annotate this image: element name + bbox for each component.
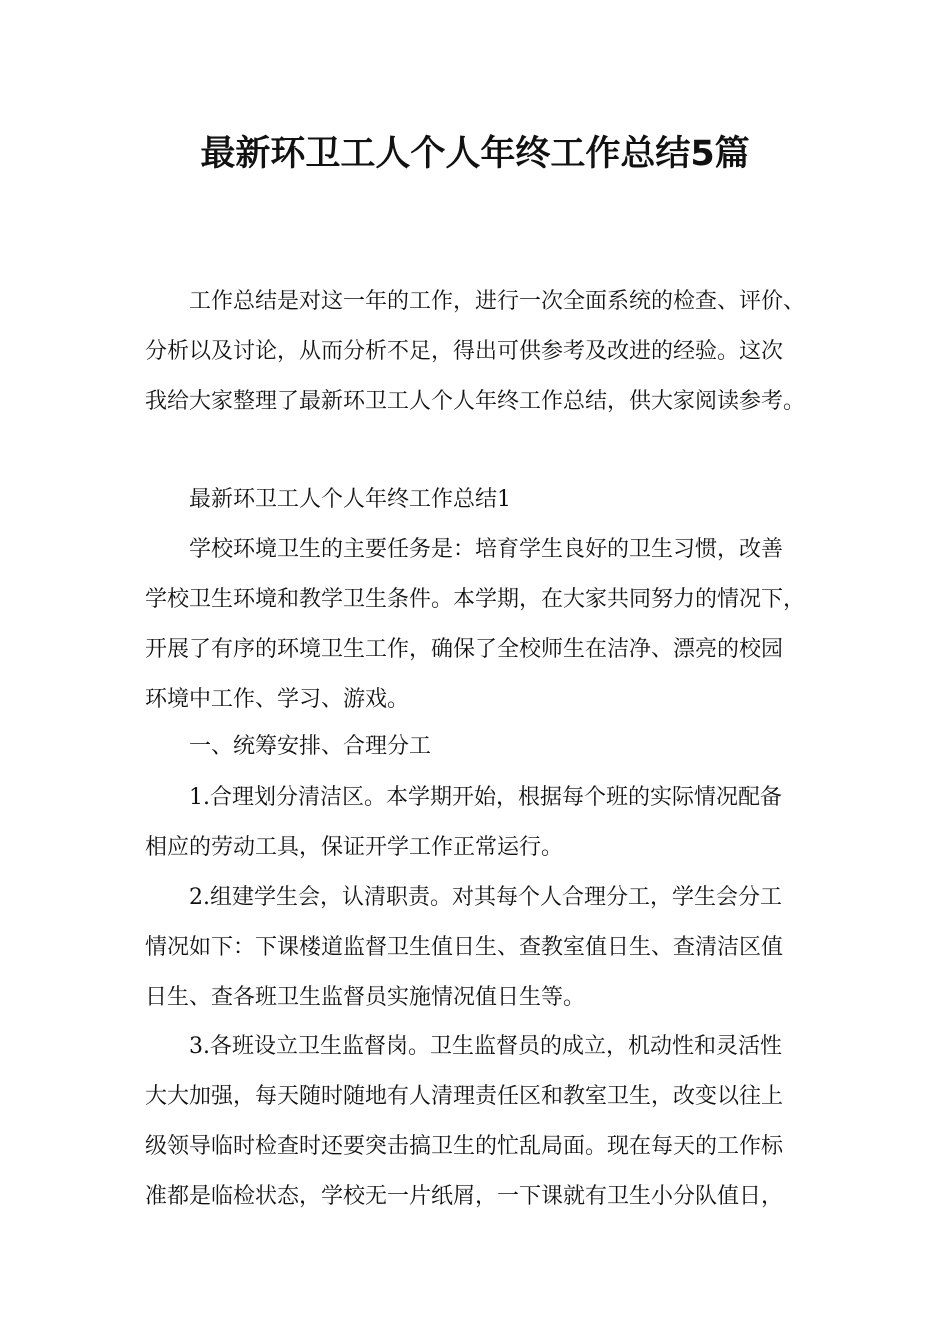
paragraph-line: 准都是临检状态，学校无一片纸屑，一下课就有卫生小分队值日，: [145, 1184, 784, 1209]
paragraph-line: 学校环境卫生的主要任务是：培育学生良好的卫生习惯，改善: [189, 537, 784, 562]
paragraph-line: 环境中工作、学习、游戏。: [145, 687, 410, 712]
paragraph-line: 2.组建学生会，认清职责。对其每个人合理分工，学生会分工: [189, 885, 782, 910]
paragraph-line: 日生、查各班卫生监督员实施情况值日生等。: [145, 985, 586, 1010]
paragraph-line: 情况如下：下课楼道监督卫生值日生、查教室值日生、查清洁区值: [145, 935, 784, 960]
list-item-1: [145, 773, 813, 873]
paragraph-line: 3.各班设立卫生监督岗。卫生监督员的成立，机动性和灵活性: [189, 1034, 782, 1059]
section-heading: 最新环卫工人个人年终工作总结1: [189, 487, 511, 512]
paragraph-line: 学校卫生环境和教学卫生条件。本学期，在大家共同努力的情况下，: [145, 587, 806, 612]
intro-line: 分析以及讨论，从而分析不足，得出可供参考及改进的经验。这次: [145, 339, 784, 364]
paragraph-line: 相应的劳动工具，保证开学工作正常运行。: [145, 835, 564, 860]
intro-line: 我给大家整理了最新环卫工人个人年终工作总结，供大家阅读参考。: [145, 389, 806, 414]
intro-line: 工作总结是对这一年的工作，进行一次全面系统的检查、评价、: [189, 289, 806, 314]
document-title: 最新环卫工人个人年终工作总结5篇: [200, 134, 750, 174]
subheading: 一、统筹安排、合理分工: [189, 734, 432, 759]
section1-paragraph: [145, 525, 813, 725]
paragraph-line: 级领导临时检查时还要突击搞卫生的忙乱局面。现在每天的工作标: [145, 1134, 784, 1159]
intro-paragraph: [145, 277, 813, 427]
paragraph-line: 1.合理划分清洁区。本学期开始，根据每个班的实际情况配备: [189, 785, 782, 810]
paragraph-line: 开展了有序的环境卫生工作，确保了全校师生在洁净、漂亮的校园: [145, 637, 784, 662]
paragraph-line: 大大加强，每天随时随地有人清理责任区和教室卫生，改变以往上: [145, 1084, 784, 1109]
list-item-2: [145, 873, 813, 1023]
list-item-3: [145, 1022, 813, 1222]
